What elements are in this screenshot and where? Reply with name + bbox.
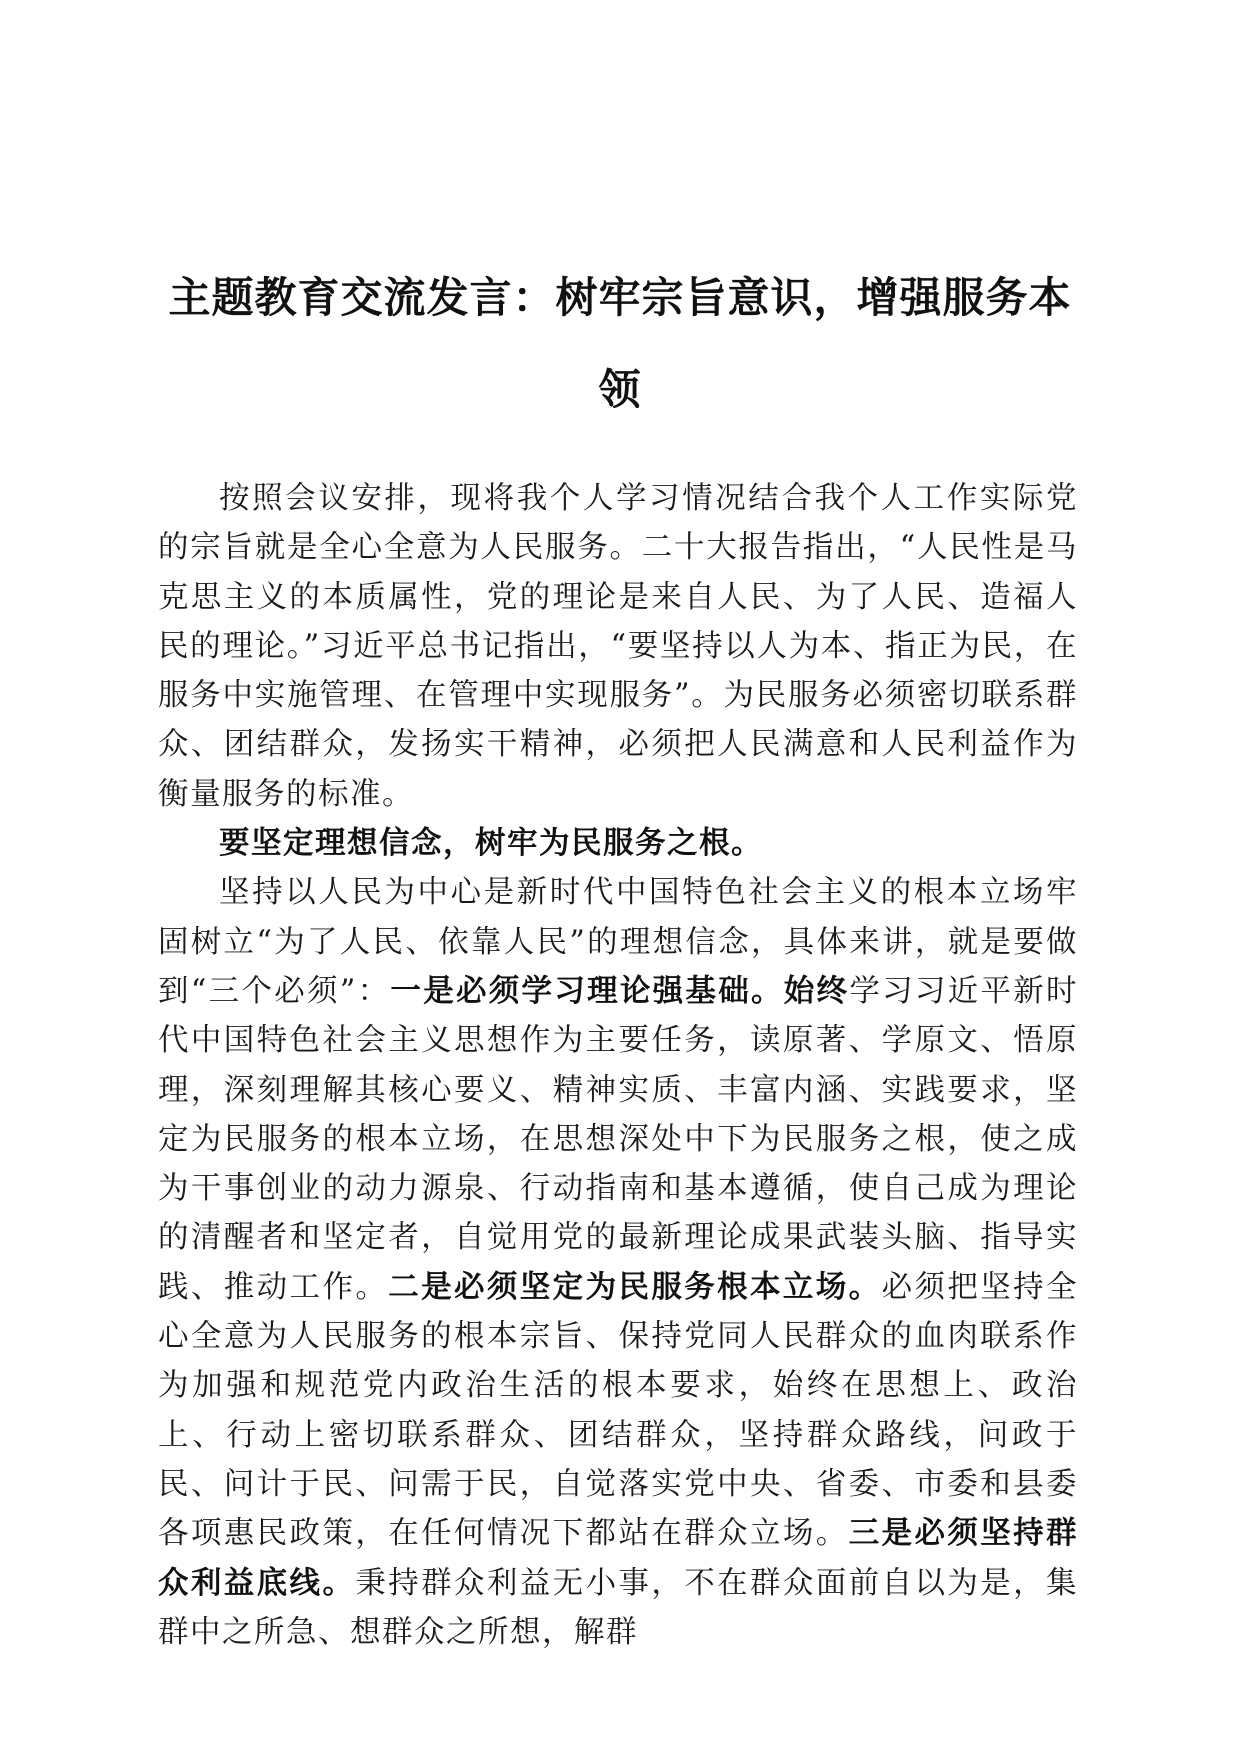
point-one-text: 学习习近平新时代中国特色社会主义思想作为主要任务，读原著、学原文、悟原理，深刻理解其核心要义、精神实质、丰富内涵、实践要求，坚定为民服务的根本立场，在思想深处中下为民服务之根，使之成为干事创业的动力源泉、行动指南和基本遵循，使自己成为理论的清醒者和坚定者，自觉用党的最新理论成果武装头脑、指导实践、推动工作。 bbox=[158, 973, 1079, 1305]
point-three-heading: 三是必须坚持群众利益底线。 bbox=[158, 1515, 1079, 1601]
point-one-heading: 一是必须学习理论强基础。始终 bbox=[390, 972, 850, 1009]
section-lead-text: 坚持以人民为中心是新时代中国特色社会主义的根本立场牢固树立“为了人民、依靠人民”的理想信念，具体来讲，就是要做到“三个必须”： bbox=[158, 875, 1078, 1009]
section-paragraph bbox=[158, 868, 1078, 1657]
point-two-heading: 二是必须坚定为民服务根本立场。 bbox=[388, 1268, 882, 1305]
intro-paragraph: 按照会议安排，现将我个人学习情况结合我个人工作实际党的宗旨就是全心全意为人民服务。二十大报告指出，“人民性是马克思主义的本质属性，党的理论是来自人民、为了人民、造福人民的理论。”习近平总书记指出，“要坚持以人为本、指正为民，在服务中实施管理、在管理中实现服务”。为民服务必须密切联系群众、团结群众，发扬实干精神，必须把人民满意和人民利益作为衡量服务的标准。 bbox=[158, 481, 1078, 812]
section-heading: 要坚定理想信念，树牢为民服务之根。 bbox=[219, 825, 763, 862]
point-three-text: 秉持群众利益无小事，不在群众面前自以为是，集群中之所急、想群众之所想，解群 bbox=[158, 1565, 1079, 1650]
document-body bbox=[158, 474, 1078, 1657]
document-title: 主题教育交流发言：树牢宗旨意识，增强服务本领 bbox=[168, 273, 1072, 414]
point-two-text: 必须把坚持全心全意为人民服务的根本宗旨、保持党同人民群众的血肉联系作为加强和规范党内政治生活的根本要求，始终在思想上、政治上、行动上密切联系群众、团结群众，坚持群众路线，问政于民、问计于民、问需于民，自觉落实党中央、省委、市委和县委各项惠民政策，在任何情况下都站在群众立场。 bbox=[158, 1269, 1079, 1552]
